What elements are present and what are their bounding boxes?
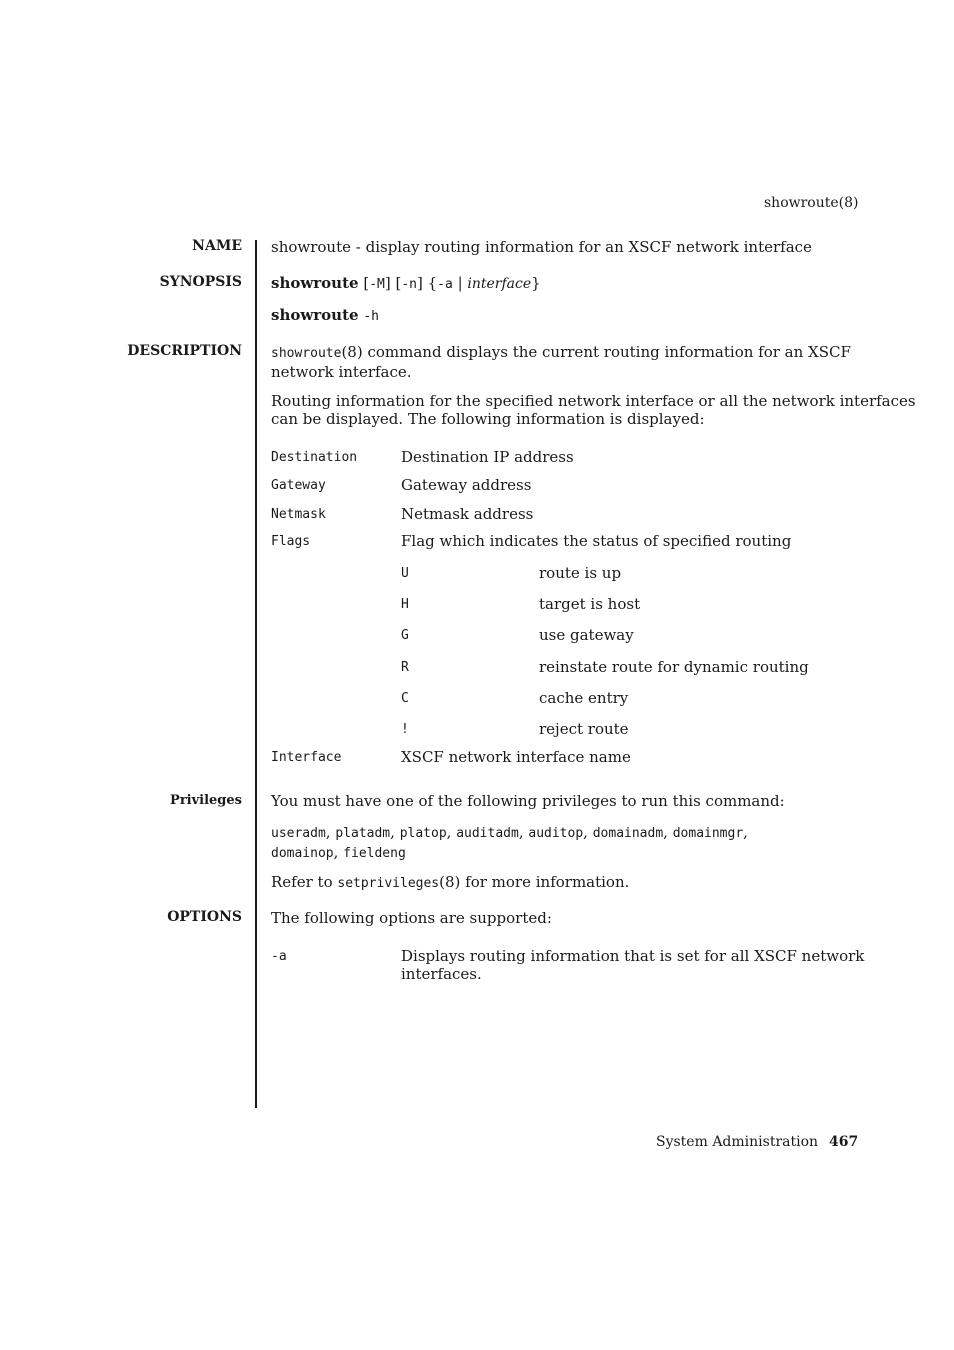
privilege-name: domainmgr: [672, 826, 744, 841]
heading-options: OPTIONS: [167, 909, 242, 925]
flag-desc: reject route: [539, 720, 629, 738]
synopsis-option-n: -n: [401, 277, 417, 292]
privileges-refer: [271, 873, 629, 893]
field-desc: Gateway address: [401, 476, 532, 494]
field-name: Flags: [271, 534, 311, 549]
synopsis-line-1: [271, 274, 541, 294]
flag-desc: target is host: [539, 595, 641, 613]
field-name: Interface: [271, 750, 342, 765]
heading-privileges: Privileges: [170, 793, 242, 808]
field-desc: Destination IP address: [401, 448, 574, 466]
privilege-name: platop: [399, 826, 447, 841]
synopsis-text: ] {: [416, 274, 438, 292]
synopsis-text: ] [: [384, 274, 402, 292]
flag-desc: use gateway: [539, 626, 634, 644]
synopsis-option-M: -M: [369, 277, 385, 292]
description-para-1: [271, 343, 851, 381]
option-desc: [401, 947, 864, 983]
name-text: showroute - display routing information for an XSCF network interface: [271, 238, 812, 256]
footer-title: System Administration: [656, 1134, 819, 1150]
option-desc-line: Displays routing information that is set for all XSCF network: [401, 947, 865, 965]
synopsis-command: showroute: [271, 306, 359, 324]
privilege-name: domainop: [271, 846, 334, 861]
description-text: (8) command displays the current routing information for an XSCF: [341, 343, 851, 361]
running-header: showroute(8): [764, 195, 859, 211]
synopsis-argument: interface: [467, 276, 532, 292]
field-name: Gateway: [271, 478, 326, 493]
field-name: Destination: [271, 450, 358, 465]
synopsis-option-h: -h: [363, 309, 379, 324]
privilege-name: fieldeng: [343, 846, 406, 861]
description-text: Routing information for the specified network interface or all the network interfaces: [271, 392, 916, 410]
flag-code: C: [401, 691, 409, 706]
field-name: Netmask: [271, 507, 326, 522]
description-command: showroute: [271, 346, 342, 361]
flag-code: G: [401, 628, 409, 643]
description-para-2: [271, 392, 916, 428]
field-desc: Netmask address: [401, 505, 534, 523]
flag-code: H: [401, 597, 409, 612]
privilege-name: domainadm: [592, 826, 664, 841]
privilege-name: platadm: [335, 826, 391, 841]
flag-desc: reinstate route for dynamic routing: [539, 658, 809, 676]
option-desc-line: interfaces.: [401, 965, 482, 983]
description-text: can be displayed. The following information is displayed:: [271, 410, 705, 428]
synopsis-line-2: [271, 306, 379, 326]
refer-text: (8) for more information.: [439, 873, 630, 891]
privilege-name: auditadm: [456, 826, 519, 841]
privileges-intro: You must have one of the following privileges to run this command:: [271, 792, 785, 810]
flag-desc: cache entry: [539, 689, 629, 707]
description-text: network interface.: [271, 363, 412, 381]
heading-synopsis: SYNOPSIS: [159, 274, 242, 290]
flag-desc: route is up: [539, 564, 622, 582]
page-number: 467: [829, 1134, 859, 1150]
synopsis-text: }: [531, 274, 541, 292]
privileges-list: useradm, platadm, platop, auditadm, auditop, domainadm, domainmgr, domainop, fieldeng: [271, 823, 748, 861]
synopsis-text: [: [358, 274, 370, 292]
privilege-name: auditop: [528, 826, 584, 841]
field-desc: Flag which indicates the status of specified routing: [401, 532, 792, 550]
heading-description: DESCRIPTION: [127, 343, 242, 359]
field-desc: XSCF network interface name: [401, 748, 631, 766]
flag-code: !: [401, 722, 409, 737]
privilege-name: useradm: [271, 826, 326, 841]
refer-text: Refer to: [271, 873, 338, 891]
synopsis-command: showroute: [271, 274, 359, 292]
options-intro: The following options are supported:: [271, 909, 552, 927]
section-divider-rule: [255, 240, 257, 1108]
option-flag: -a: [271, 949, 287, 964]
synopsis-text: |: [452, 274, 468, 292]
synopsis-option-a: -a: [437, 277, 453, 292]
flag-code: U: [401, 566, 409, 581]
flag-code: R: [401, 660, 409, 675]
heading-name: NAME: [192, 238, 242, 254]
refer-command: setprivileges: [337, 876, 440, 891]
